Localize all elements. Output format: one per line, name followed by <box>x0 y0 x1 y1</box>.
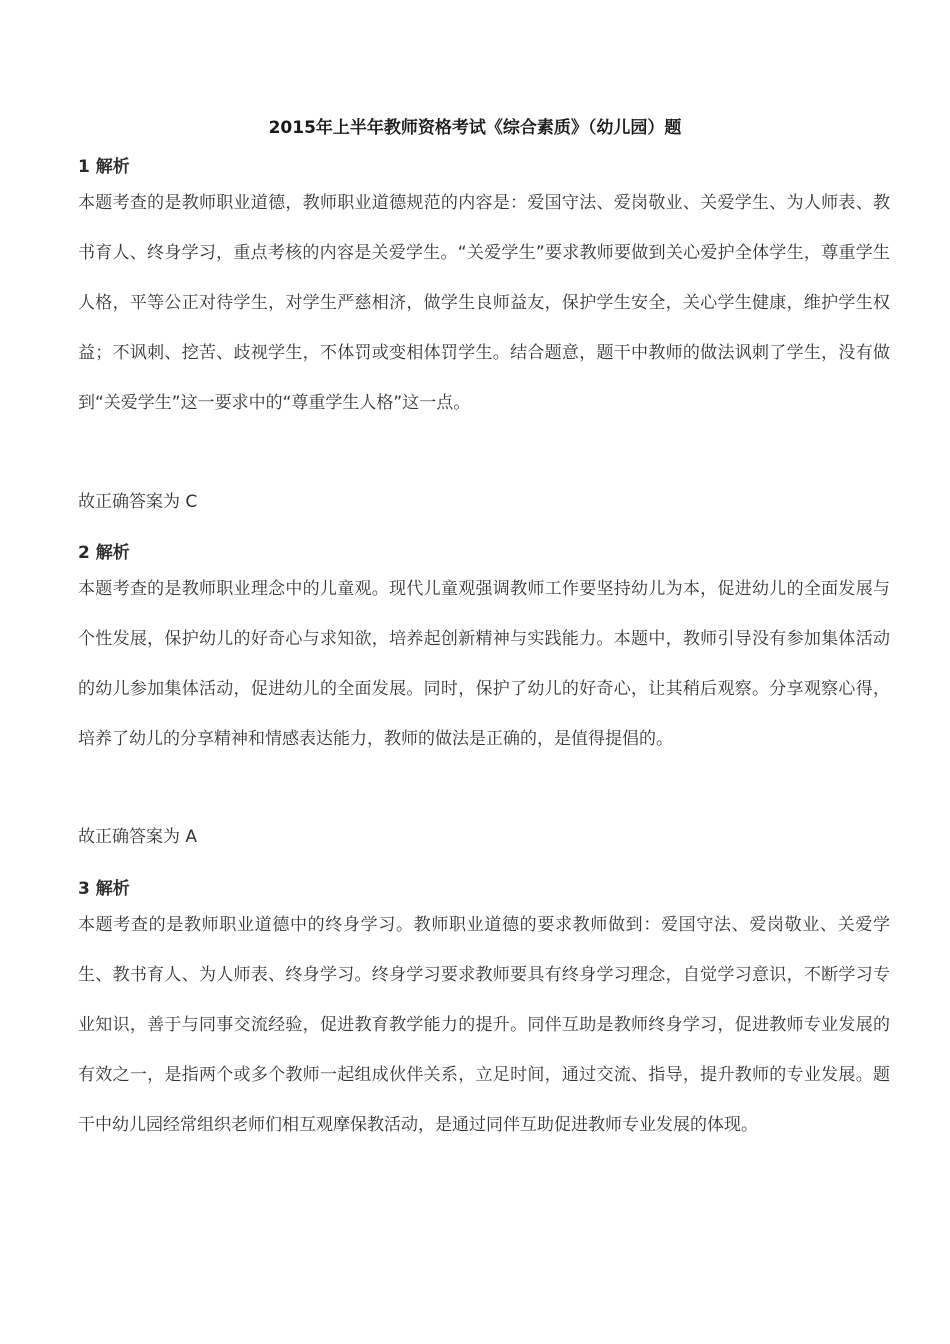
answer-line-2: 故正确答案为 A <box>78 827 198 847</box>
section-heading-3: 3 解析 <box>78 879 130 899</box>
analysis-section-3 <box>78 877 890 1150</box>
section-heading-2: 2 解析 <box>78 543 130 563</box>
analysis-section-1 <box>78 155 890 428</box>
section-paragraph-1: 本题考查的是教师职业道德，教师职业道德规范的内容是：爱国守法、爱岗敬业、关爱学生、为人师表、教书育人、终身学习，重点考核的内容是关爱学生。“关爱学生”要求教师要做到关心爱护全体学生，尊重学生人格，平等公正对待学生，对学生严慈相济，做学生良师益友，保护学生安全，关心学生健康，维护学生权益；不讽刺、挖苦、歧视学生，不体罚或变相体罚学生。结合题意，题干中教师的做法讽刺了学生，没有做到“关爱学生”这一要求中的“尊重学生人格”这一点。 <box>78 193 890 413</box>
answer-line-1: 故正确答案为 C <box>78 492 198 512</box>
analysis-section-2 <box>78 541 890 764</box>
section-paragraph-2: 本题考查的是教师职业理念中的儿童观。现代儿童观强调教师工作要坚持幼儿为本，促进幼儿的全面发展与个性发展，保护幼儿的好奇心与求知欲，培养起创新精神与实践能力。本题中，教师引导没有参加集体活动的幼儿参加集体活动，促进幼儿的全面发展。同时，保护了幼儿的好奇心，让其稍后观察。分享观察心得，培养了幼儿的分享精神和情感表达能力，教师的做法是正确的，是值得提倡的。 <box>78 579 890 749</box>
document-title: 2015年上半年教师资格考试《综合素质》（幼儿园）题 <box>268 118 682 138</box>
section-paragraph-3: 本题考查的是教师职业道德中的终身学习。教师职业道德的要求教师做到：爱国守法、爱岗敬业、关爱学生、教书育人、为人师表、终身学习。终身学习要求教师要具有终身学习理念，自觉学习意识，不断学习专业知识，善于与同事交流经验，促进教育教学能力的提升。同伴互助是教师终身学习，促进教师专业发展的有效之一，是指两个或多个教师一起组成伙伴关系，立足时间，通过交流、指导，提升教师的专业发展。题干中幼儿园经常组织老师们相互观摩保教活动，是通过同伴互助促进教师专业发展的体现。 <box>78 915 890 1135</box>
section-heading-1: 1 解析 <box>78 157 130 177</box>
